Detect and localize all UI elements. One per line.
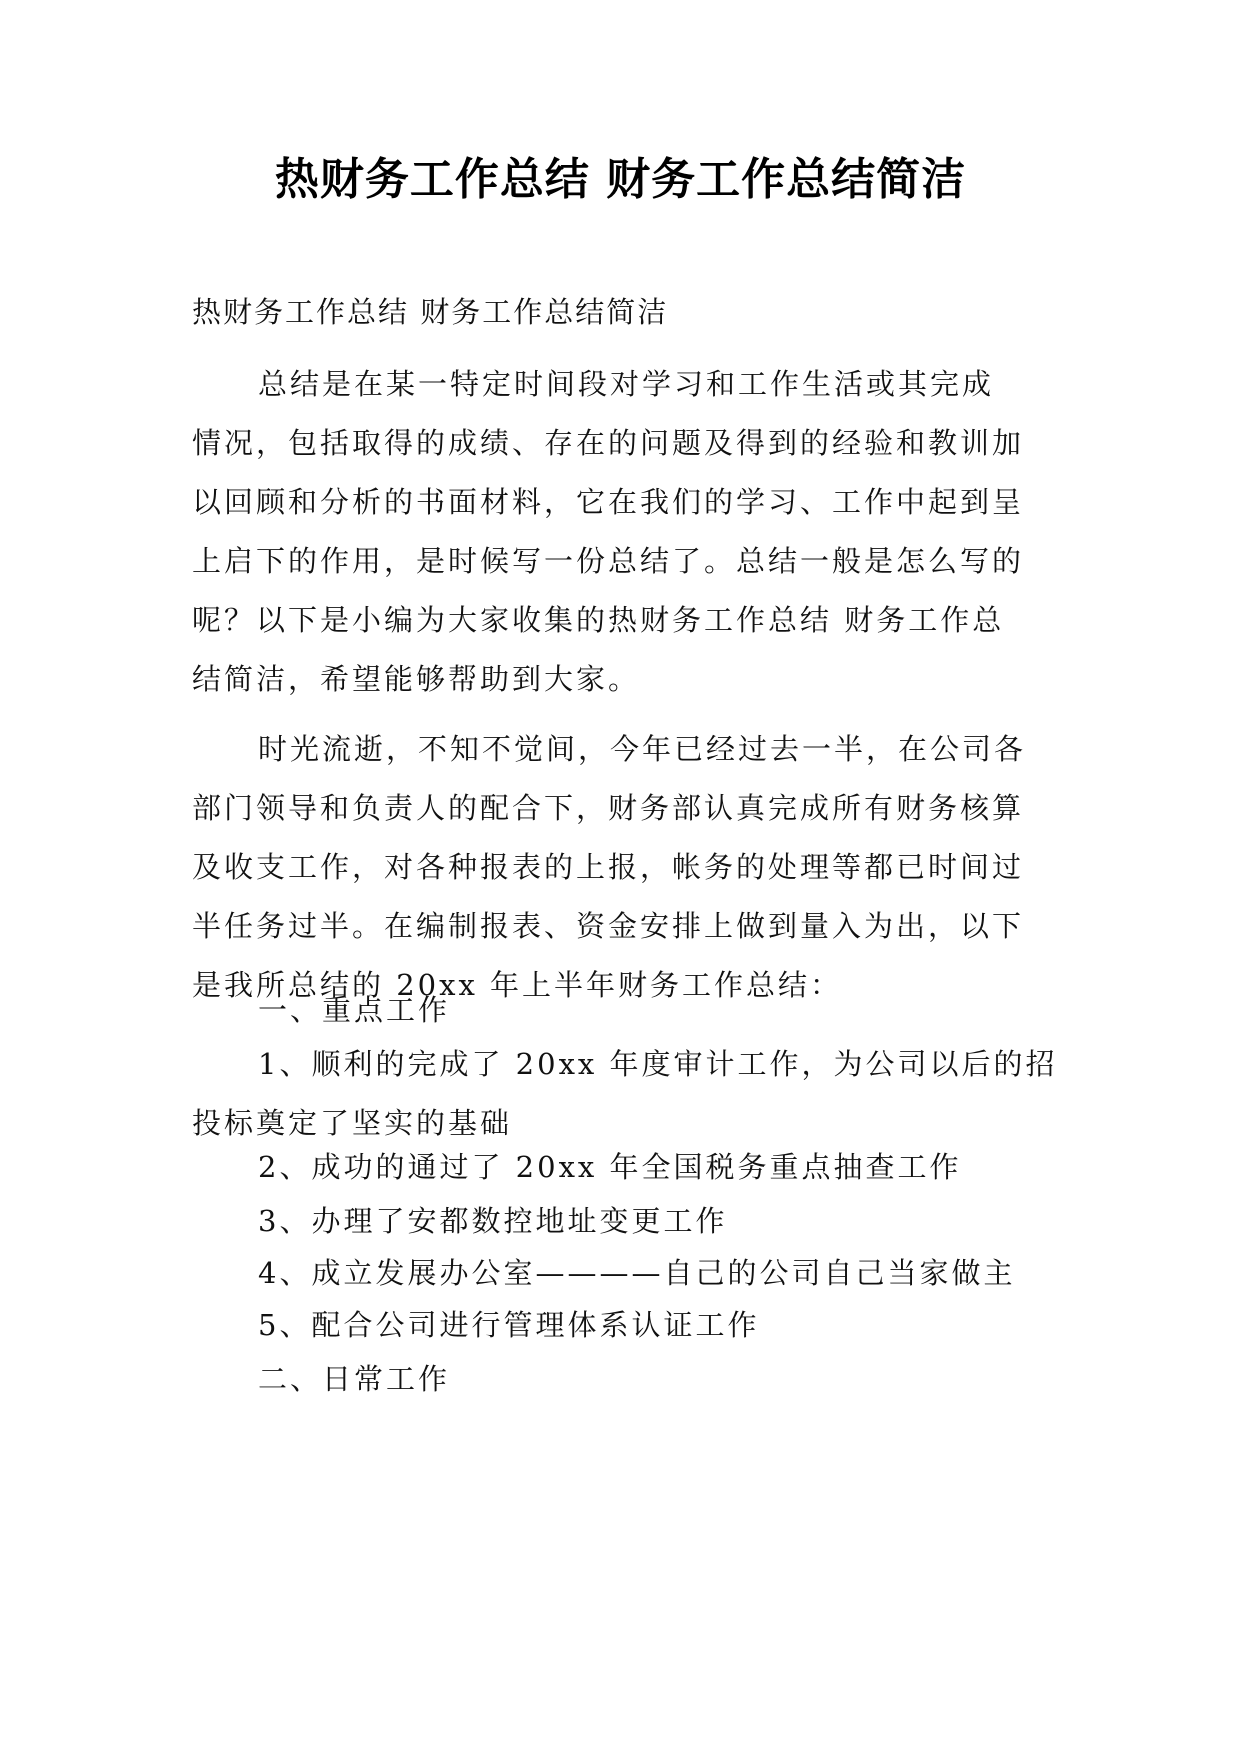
body-line: 半任务过半。在编制报表、资金安排上做到量入为出，以下 — [192, 909, 1025, 943]
list-item-line: 1、顺利的完成了 20xx 年度审计工作，为公司以后的招 — [258, 1047, 1058, 1081]
body-line: 时光流逝，不知不觉间，今年已经过去一半，在公司各 — [258, 732, 1027, 766]
intro-line: 以回顾和分析的书面材料，它在我们的学习、工作中起到呈 — [192, 485, 1025, 519]
section-heading-daily-work: 二、日常工作 — [258, 1362, 451, 1396]
body-paragraph — [192, 720, 1052, 1015]
section-heading-key-work: 一、重点工作 — [258, 993, 451, 1027]
list-item-line: 投标奠定了坚实的基础 — [192, 1106, 513, 1140]
intro-line: 总结是在某一特定时间段对学习和工作生活或其完成 — [258, 367, 995, 401]
list-item-1 — [192, 1035, 1058, 1153]
body-line: 部门领导和负责人的配合下，财务部认真完成所有财务核算 — [192, 791, 1025, 825]
list-item-3: 3、办理了安都数控地址变更工作 — [258, 1204, 728, 1238]
document-subtitle: 热财务工作总结 财务工作总结简洁 — [192, 295, 669, 329]
document-title: 热财务工作总结 财务工作总结简洁 — [274, 154, 967, 205]
intro-line: 情况，包括取得的成绩、存在的问题及得到的经验和教训加 — [192, 426, 1025, 460]
list-item-5: 5、配合公司进行管理体系认证工作 — [258, 1308, 760, 1342]
intro-line: 上启下的作用，是时候写一份总结了。总结一般是怎么写的 — [192, 544, 1025, 578]
body-line: 及收支工作，对各种报表的上报，帐务的处理等都已时间过 — [192, 850, 1025, 884]
intro-line: 呢？以下是小编为大家收集的热财务工作总结 财务工作总 — [192, 603, 1005, 637]
intro-paragraph — [192, 355, 1052, 709]
intro-line: 结简洁，希望能够帮助到大家。 — [192, 662, 641, 696]
body-line: 是我所总结的 20xx 年上半年财务工作总结： — [192, 968, 843, 1002]
list-item-4: 4、成立发展办公室————自己的公司自己当家做主 — [258, 1256, 1016, 1290]
list-item-2: 2、成功的通过了 20xx 年全国税务重点抽查工作 — [258, 1150, 962, 1184]
